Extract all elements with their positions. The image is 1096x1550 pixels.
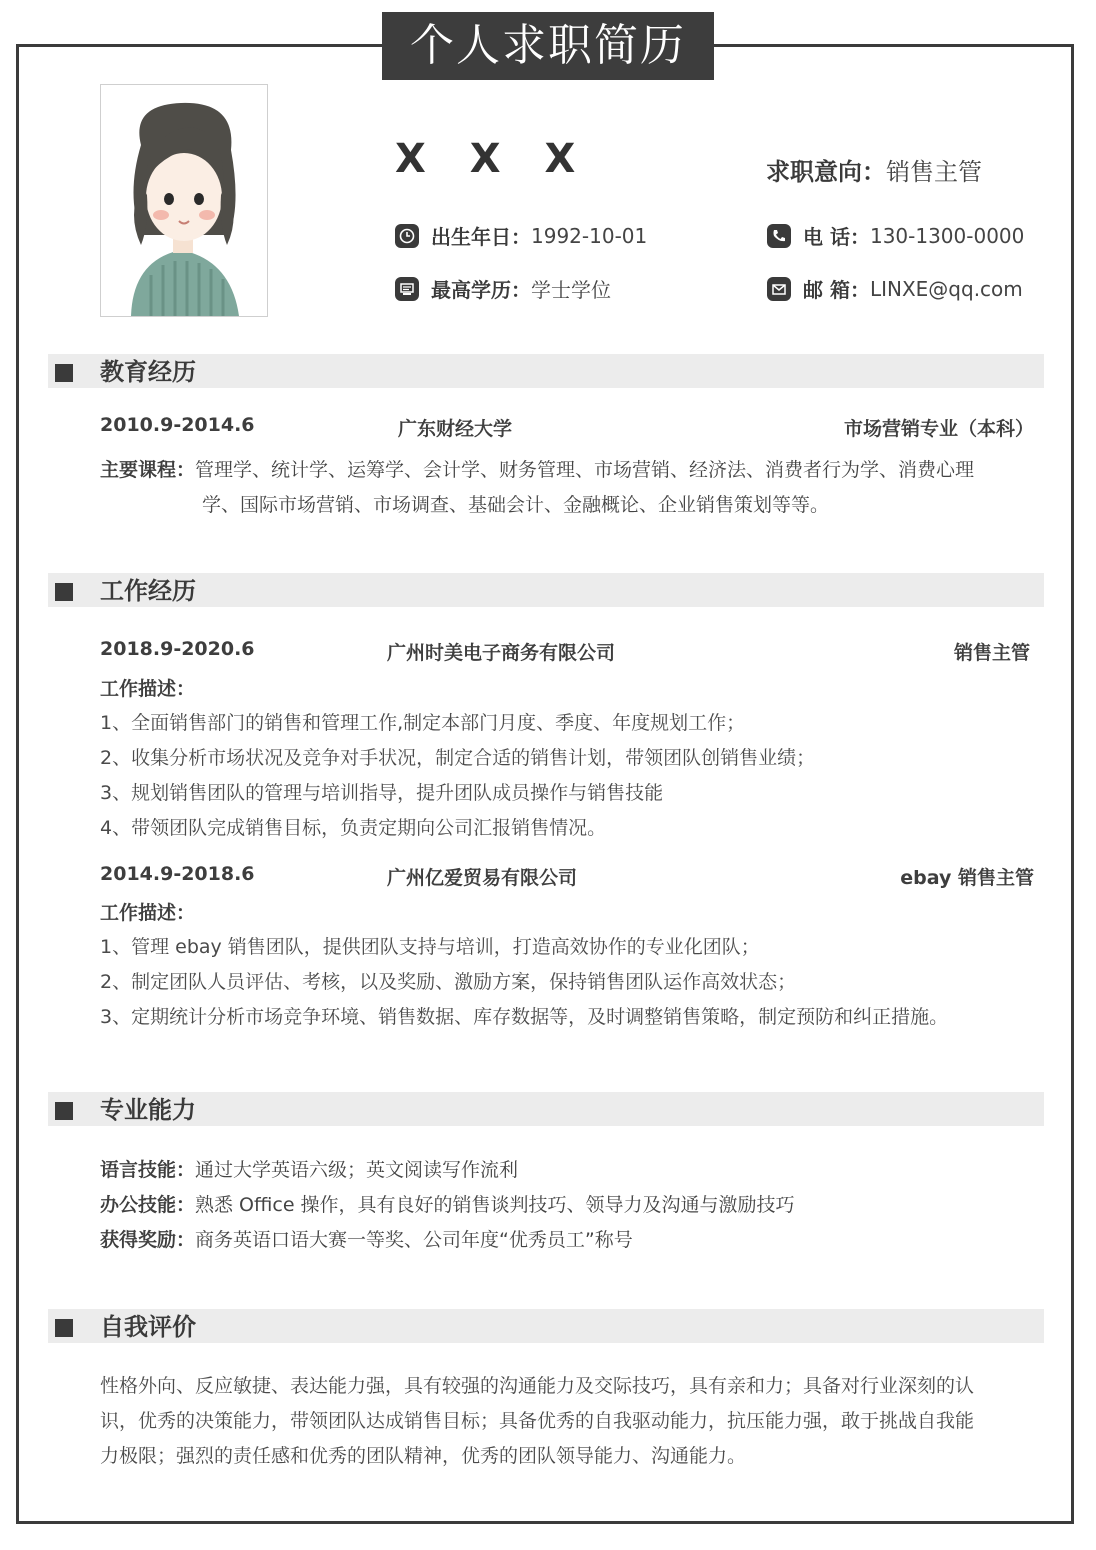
courses-line2: 学、国际市场营销、市场调查、基础会计、金融概论、企业销售策划等等。: [202, 494, 830, 516]
skill-label: 语言技能：: [100, 1159, 196, 1181]
job-company: 广州时美电子商务有限公司: [387, 642, 616, 664]
education-label: 最高学历：: [431, 278, 531, 302]
email-info: [767, 274, 1023, 303]
section-marker-icon: [55, 364, 73, 382]
section-marker-icon: [55, 583, 73, 601]
job-item: 2、收集分析市场状况及竞争对手状况，制定合适的销售计划，带领团队创销售业绩；: [100, 747, 816, 769]
job-item: 4、带领团队完成销售目标，负责定期向公司汇报销售情况。: [100, 817, 607, 839]
mail-icon: [767, 277, 791, 301]
job-item: 2、制定团队人员评估、考核，以及奖励、激励方案，保持销售团队运作高效状态；: [100, 971, 797, 993]
email-value: LINXE@qq.com: [869, 276, 1023, 301]
phone-value: 130-1300-0000: [869, 223, 1025, 248]
job-position: ebay 销售主管: [900, 867, 1034, 889]
job-item: 3、定期统计分析市场竞争环境、销售数据、库存数据等，及时调整销售策略，制定预防和纠正措施。: [100, 1006, 949, 1028]
job-period: 2014.9-2018.6: [100, 863, 255, 885]
self-evaluation-line: 力极限；强烈的责任感和优秀的团队精神，优秀的团队领导能力、沟通能力。: [100, 1445, 747, 1467]
birth-value: 1992-10-01: [531, 223, 648, 248]
job-item: 1、管理 ebay 销售团队，提供团队支持与培训，打造高效协作的专业化团队；: [100, 936, 760, 958]
job-intent-value: 销售主管: [886, 158, 982, 186]
skill-value: 商务英语口语大赛一等奖、公司年度“优秀员工”称号: [195, 1229, 633, 1251]
section-title: 自我评价: [100, 1313, 196, 1341]
courses-row: [100, 455, 974, 482]
job-company: 广州亿爱贸易有限公司: [387, 867, 578, 889]
section-title: 专业能力: [100, 1096, 196, 1124]
job-intent-label: 求职意向：: [766, 158, 886, 186]
skill-row: [100, 1155, 518, 1182]
skill-value: 通过大学英语六级；英文阅读写作流利: [195, 1159, 519, 1181]
candidate-name: X X X: [395, 136, 582, 182]
job-desc-label: 工作描述：: [100, 902, 196, 924]
section-education: [48, 354, 1044, 388]
job-desc-label: 工作描述：: [100, 678, 196, 700]
resume-title: 个人求职简历: [382, 12, 714, 80]
self-evaluation-line: 识，优秀的决策能力，带领团队达成销售目标；具备优秀的自我驱动能力，抗压能力强，敢于挑战自我能: [100, 1410, 975, 1432]
section-self-evaluation: [48, 1309, 1044, 1343]
courses-label: 主要课程：: [100, 459, 196, 481]
job-intent: [766, 152, 982, 187]
avatar-illustration: [101, 85, 267, 316]
skill-row: [100, 1225, 633, 1252]
clock-icon: [395, 224, 419, 248]
education-major: 市场营销专业（本科）: [843, 418, 1034, 440]
section-marker-icon: [55, 1102, 73, 1120]
email-label: 邮 箱：: [803, 278, 870, 302]
skill-label: 办公技能：: [100, 1194, 196, 1216]
self-evaluation-line: 性格外向、反应敏捷、表达能力强，具有较强的沟通能力及交际技巧，具有亲和力；具备对行业深刻的认: [100, 1375, 975, 1397]
skill-label: 获得奖励：: [100, 1229, 196, 1251]
phone-label: 电 话：: [803, 225, 870, 249]
job-item: 3、规划销售团队的管理与培训指导，提升团队成员操作与销售技能: [100, 782, 664, 804]
job-period: 2018.9-2020.6: [100, 638, 255, 660]
section-skills: [48, 1092, 1044, 1126]
job-item: 1、全面销售部门的销售和管理工作,制定本部门月度、季度、年度规划工作；: [100, 712, 746, 734]
education-value: 学士学位: [531, 278, 611, 302]
section-title: 教育经历: [100, 358, 196, 386]
education-info: [395, 274, 611, 303]
job-position: 销售主管: [953, 642, 1030, 664]
education-period: 2010.9-2014.6: [100, 414, 255, 436]
skill-value: 熟悉 Office 操作，具有良好的销售谈判技巧、领导力及沟通与激励技巧: [195, 1194, 795, 1216]
avatar-photo: [100, 84, 268, 317]
courses-line1: 管理学、统计学、运筹学、会计学、财务管理、市场营销、经济法、消费者行为学、消费心理: [195, 459, 975, 481]
section-marker-icon: [55, 1319, 73, 1337]
education-icon: [395, 277, 419, 301]
phone-icon: [767, 224, 791, 248]
skill-row: [100, 1190, 795, 1217]
section-title: 工作经历: [100, 577, 196, 605]
birth-label: 出生年日：: [431, 225, 531, 249]
phone-info: [767, 221, 1024, 250]
section-work: [48, 573, 1044, 607]
education-school: 广东财经大学: [398, 418, 513, 440]
birth-info: [395, 221, 647, 250]
